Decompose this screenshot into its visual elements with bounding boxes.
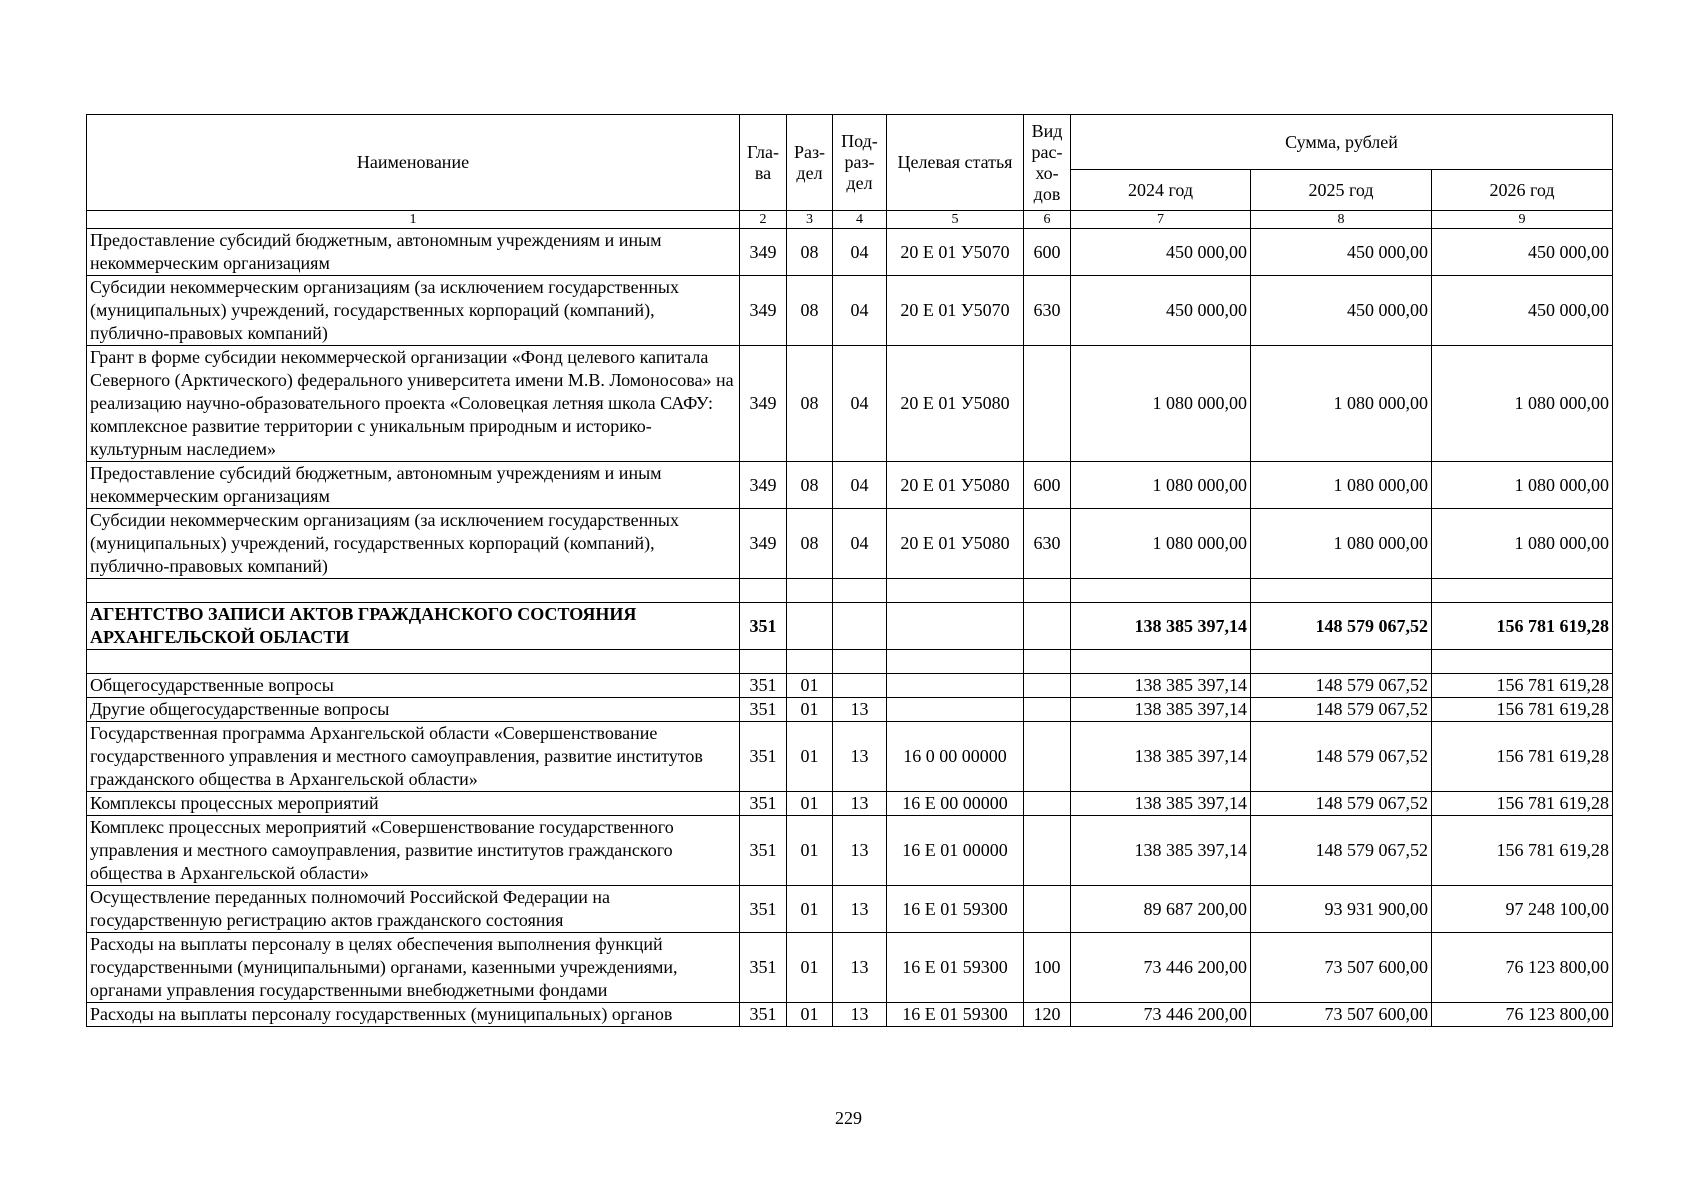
cell-vid: 600 [1024,229,1071,276]
cell-amount-2024: 138 385 397,14 [1071,722,1251,792]
cell-target [887,603,1024,650]
table-row [87,886,1613,933]
table-body [87,229,1613,1027]
cell-target [887,698,1024,722]
cell-vid: 600 [1024,462,1071,509]
table-row [87,674,1613,698]
column-number: 1 [87,211,740,229]
table-row [87,722,1613,792]
cell-vid [1024,698,1071,722]
header-podrazdel: Под-раз-дел [833,115,887,211]
cell-amount-2026: 1 080 000,00 [1432,509,1613,579]
empty-cell [87,650,740,674]
header-2025: 2025 год [1251,170,1432,211]
column-number: 8 [1251,211,1432,229]
cell-target [887,674,1024,698]
cell-podrazdel: 13 [833,1003,887,1027]
cell-glava: 349 [740,276,787,346]
cell-amount-2025: 450 000,00 [1251,276,1432,346]
cell-amount-2025: 1 080 000,00 [1251,346,1432,462]
cell-target: 16 Е 01 59300 [887,886,1024,933]
cell-razdel: 01 [787,674,833,698]
table-row [87,346,1613,462]
cell-glava: 349 [740,229,787,276]
cell-amount-2024: 1 080 000,00 [1071,462,1251,509]
cell-target: 16 Е 01 59300 [887,933,1024,1003]
empty-cell [1251,650,1432,674]
cell-vid: 630 [1024,509,1071,579]
cell-amount-2026: 156 781 619,28 [1432,722,1613,792]
cell-razdel [787,603,833,650]
cell-amount-2024: 1 080 000,00 [1071,346,1251,462]
cell-amount-2025: 148 579 067,52 [1251,816,1432,886]
cell-podrazdel: 04 [833,509,887,579]
cell-amount-2024: 138 385 397,14 [1071,816,1251,886]
cell-amount-2026: 156 781 619,28 [1432,674,1613,698]
cell-name: Общегосударственные вопросы [87,674,740,698]
cell-target: 20 Е 01 У5070 [887,276,1024,346]
empty-cell [833,579,887,603]
empty-cell [740,579,787,603]
cell-name: Предоставление субсидий бюджетным, автономным учреждениям и иным некоммерческим организациям [87,229,740,276]
cell-name: Комплексы процессных мероприятий [87,792,740,816]
cell-podrazdel: 13 [833,933,887,1003]
cell-razdel: 01 [787,698,833,722]
page-number: 229 [835,1108,862,1128]
cell-target: 16 Е 01 59300 [887,1003,1024,1027]
cell-amount-2024: 89 687 200,00 [1071,886,1251,933]
table-row [87,462,1613,509]
cell-razdel: 01 [787,933,833,1003]
cell-vid [1024,603,1071,650]
cell-amount-2024: 450 000,00 [1071,229,1251,276]
budget-table [86,114,1613,1027]
empty-cell [740,650,787,674]
cell-target: 16 Е 00 00000 [887,792,1024,816]
column-number: 2 [740,211,787,229]
cell-glava: 351 [740,698,787,722]
cell-amount-2025: 1 080 000,00 [1251,462,1432,509]
cell-amount-2025: 73 507 600,00 [1251,933,1432,1003]
empty-cell [787,650,833,674]
cell-podrazdel: 04 [833,346,887,462]
column-number: 9 [1432,211,1613,229]
header-vid: Вид рас-хо-дов [1024,115,1071,211]
empty-cell [1432,650,1613,674]
empty-cell [887,579,1024,603]
cell-name: Осуществление переданных полномочий Российской Федерации на государственную регистрацию актов гражданского состояния [87,886,740,933]
cell-vid [1024,346,1071,462]
empty-cell [1251,579,1432,603]
cell-podrazdel [833,603,887,650]
cell-amount-2025: 450 000,00 [1251,229,1432,276]
column-number: 6 [1024,211,1071,229]
cell-amount-2025: 148 579 067,52 [1251,674,1432,698]
cell-podrazdel: 04 [833,276,887,346]
cell-amount-2025: 148 579 067,52 [1251,603,1432,650]
cell-vid [1024,816,1071,886]
cell-target: 20 Е 01 У5080 [887,462,1024,509]
cell-amount-2024: 138 385 397,14 [1071,603,1251,650]
cell-name: Субсидии некоммерческим организациям (за исключением государственных (муниципальных) учреждений, государственных корпораций (компаний), публично-правовых компаний) [87,509,740,579]
cell-amount-2024: 138 385 397,14 [1071,792,1251,816]
empty-cell [1024,579,1071,603]
cell-glava: 349 [740,509,787,579]
cell-name: Расходы на выплаты персоналу в целях обеспечения выполнения функций государственными (муниципальными) органами, казенными учреждениями, органами управления государственными внебюджетными фондами [87,933,740,1003]
table-row [87,816,1613,886]
header-2024: 2024 год [1071,170,1251,211]
cell-target: 16 Е 01 00000 [887,816,1024,886]
cell-vid [1024,722,1071,792]
cell-razdel: 08 [787,509,833,579]
cell-amount-2026: 156 781 619,28 [1432,603,1613,650]
cell-glava: 351 [740,674,787,698]
empty-cell [787,579,833,603]
empty-cell [1071,579,1251,603]
cell-vid: 630 [1024,276,1071,346]
cell-vid [1024,674,1071,698]
cell-amount-2025: 73 507 600,00 [1251,1003,1432,1027]
column-number-row [87,211,1613,229]
cell-glava: 349 [740,462,787,509]
table-row [87,229,1613,276]
cell-podrazdel: 13 [833,698,887,722]
table-row [87,792,1613,816]
cell-glava: 351 [740,792,787,816]
cell-target: 20 Е 01 У5080 [887,509,1024,579]
cell-razdel: 01 [787,1003,833,1027]
cell-razdel: 08 [787,229,833,276]
cell-amount-2024: 73 446 200,00 [1071,1003,1251,1027]
cell-amount-2025: 148 579 067,52 [1251,698,1432,722]
cell-vid: 120 [1024,1003,1071,1027]
cell-amount-2025: 1 080 000,00 [1251,509,1432,579]
header-sum: Сумма, рублей [1071,115,1613,170]
cell-amount-2024: 138 385 397,14 [1071,698,1251,722]
cell-amount-2026: 450 000,00 [1432,229,1613,276]
empty-cell [1024,650,1071,674]
table-row [87,933,1613,1003]
cell-vid: 100 [1024,933,1071,1003]
empty-cell [87,579,740,603]
column-number: 3 [787,211,833,229]
cell-razdel: 08 [787,462,833,509]
cell-name: Расходы на выплаты персоналу государственных (муниципальных) органов [87,1003,740,1027]
cell-glava: 351 [740,1003,787,1027]
cell-razdel: 08 [787,276,833,346]
header-2026: 2026 год [1432,170,1613,211]
cell-amount-2026: 76 123 800,00 [1432,1003,1613,1027]
cell-amount-2026: 450 000,00 [1432,276,1613,346]
cell-amount-2026: 1 080 000,00 [1432,346,1613,462]
header-target: Целевая статья [887,115,1024,211]
cell-name: Грант в форме субсидии некоммерческой организации «Фонд целевого капитала Северного (Арктического) федерального университета имени М.В. Ломоносова» на реализацию научно-образовательного проекта «Соловецкая летняя школа САФУ: комплексное развитие территории с уникальным природным и историко-культурным наследием» [87,346,740,462]
header-glava: Гла-ва [740,115,787,211]
cell-razdel: 01 [787,886,833,933]
cell-podrazdel: 04 [833,462,887,509]
header-razdel: Раз-дел [787,115,833,211]
cell-podrazdel: 13 [833,722,887,792]
spacer-row [87,579,1613,603]
cell-target: 20 Е 01 У5070 [887,229,1024,276]
empty-cell [1071,650,1251,674]
cell-glava: 351 [740,886,787,933]
cell-vid [1024,792,1071,816]
empty-cell [833,650,887,674]
column-number: 7 [1071,211,1251,229]
cell-glava: 351 [740,933,787,1003]
empty-cell [1432,579,1613,603]
cell-glava: 351 [740,816,787,886]
cell-podrazdel [833,674,887,698]
cell-amount-2026: 156 781 619,28 [1432,792,1613,816]
cell-glava: 349 [740,346,787,462]
cell-target: 20 Е 01 У5080 [887,346,1024,462]
cell-amount-2026: 156 781 619,28 [1432,698,1613,722]
empty-cell [887,650,1024,674]
cell-podrazdel: 13 [833,792,887,816]
cell-name: АГЕНТСТВО ЗАПИСИ АКТОВ ГРАЖДАНСКОГО СОСТОЯНИЯ АРХАНГЕЛЬСКОЙ ОБЛАСТИ [87,603,740,650]
cell-vid [1024,886,1071,933]
cell-amount-2026: 97 248 100,00 [1432,886,1613,933]
cell-name: Предоставление субсидий бюджетным, автономным учреждениям и иным некоммерческим организациям [87,462,740,509]
cell-target: 16 0 00 00000 [887,722,1024,792]
cell-podrazdel: 13 [833,816,887,886]
cell-name: Субсидии некоммерческим организациям (за исключением государственных (муниципальных) учреждений, государственных корпораций (компаний), публично-правовых компаний) [87,276,740,346]
cell-name: Комплекс процессных мероприятий «Совершенствование государственного управления и местного самоуправления, развитие институтов гражданского общества в Архангельской области» [87,816,740,886]
cell-amount-2025: 148 579 067,52 [1251,792,1432,816]
table-row [87,509,1613,579]
column-number: 5 [887,211,1024,229]
cell-amount-2026: 156 781 619,28 [1432,816,1613,886]
cell-amount-2026: 76 123 800,00 [1432,933,1613,1003]
section-header-row [87,603,1613,650]
table-row [87,276,1613,346]
cell-amount-2024: 73 446 200,00 [1071,933,1251,1003]
cell-name: Другие общегосударственные вопросы [87,698,740,722]
table-row [87,698,1613,722]
cell-amount-2025: 93 931 900,00 [1251,886,1432,933]
cell-razdel: 08 [787,346,833,462]
cell-amount-2024: 1 080 000,00 [1071,509,1251,579]
cell-razdel: 01 [787,722,833,792]
cell-amount-2024: 450 000,00 [1071,276,1251,346]
spacer-row [87,650,1613,674]
cell-amount-2026: 1 080 000,00 [1432,462,1613,509]
cell-podrazdel: 04 [833,229,887,276]
table-header [87,115,1613,229]
cell-podrazdel: 13 [833,886,887,933]
cell-glava: 351 [740,722,787,792]
cell-amount-2024: 138 385 397,14 [1071,674,1251,698]
cell-glava: 351 [740,603,787,650]
cell-name: Государственная программа Архангельской области «Совершенствование государственного управления и местного самоуправления, развитие институтов гражданского общества в Архангельской области» [87,722,740,792]
column-number: 4 [833,211,887,229]
cell-razdel: 01 [787,792,833,816]
header-name: Наименование [87,115,740,211]
cell-razdel: 01 [787,816,833,886]
table-row [87,1003,1613,1027]
cell-amount-2025: 148 579 067,52 [1251,722,1432,792]
